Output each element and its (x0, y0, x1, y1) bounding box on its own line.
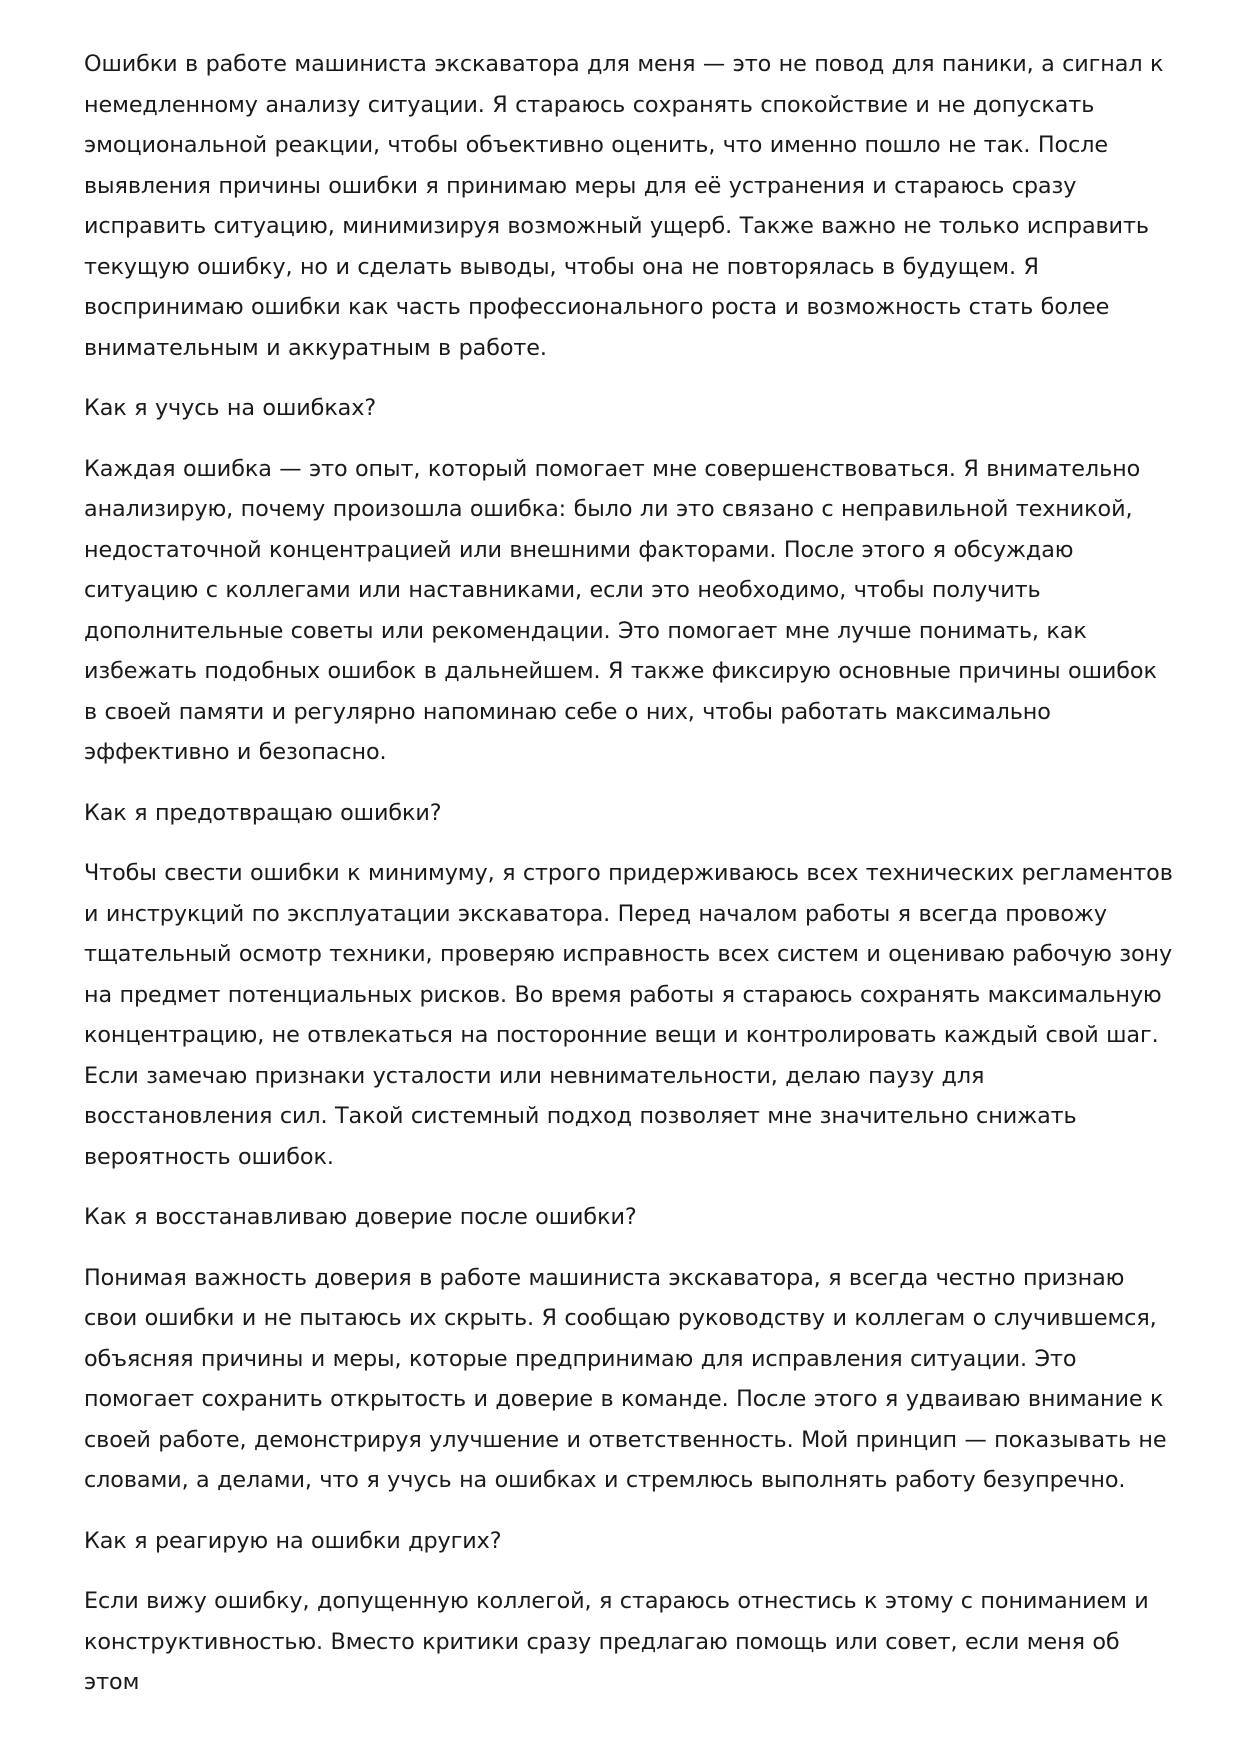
question-heading-prevention: Как я предотвращаю ошибки? (84, 799, 442, 826)
paragraph-trust: Понимая важность доверия в работе машиниста экскаватора, я всегда честно признаю свои ошибки и не пытаюсь их скрыть. Я сообщаю руководству и коллегам о случившемся, объясняя причины и меры, которые предпринимаю для исправления ситуации. Это помогает сохранить открытость и доверие в команде. После этого я удваиваю внимание к своей работе, демонстрируя улучшение и ответственность. Мой принцип — показывать не словами, а делами, что я учусь на ошибках и стремлюсь выполнять работу безупречно. (84, 1264, 1167, 1493)
question-heading-trust: Как я восстанавливаю доверие после ошибки? (84, 1204, 637, 1230)
paragraph-learning: Каждая ошибка — это опыт, который помогает мне совершенствоваться. Я внимательно анализирую, почему произошла ошибка: было ли это связано с неправильной техникой, недостаточной концентрацией или внешними факторами. После этого я обсуждаю ситуацию с коллегами или наставниками, если это необходимо, чтобы получить дополнительные советы или рекомендации. Это помогает мне лучше понимать, как избежать подобных ошибок в дальнейшем. Я также фиксирую основные причины ошибок в своей памяти и регулярно напоминаю себе о них, чтобы работать максимально эффективно и безопасно. (84, 455, 1157, 765)
paragraph-errors-intro: Ошибки в работе машиниста экскаватора для меня — это не повод для паники, а сигнал к немедленному анализу ситуации. Я стараюсь сохранять спокойствие и не допускать эмоциональной реакции, чтобы объективно оценить, что именно пошло не так. После выявления причины ошибки я принимаю меры для её устранения и стараюсь сразу исправить ситуацию, минимизируя возможный ущерб. Также важно не только исправить текущую ошибку, но и сделать выводы, чтобы она не повторялась в будущем. Я воспринимаю ошибки как часть профессионального роста и возможность стать более внимательным и аккуратным в работе. (84, 51, 1164, 361)
question-heading-learning: Как я учусь на ошибках? (84, 395, 377, 421)
paragraph-prevention: Чтобы свести ошибки к минимуму, я строго придерживаюсь всех технических регламентов и инструкций по эксплуатации экскаватора. Перед началом работы я всегда провожу тщательный осмотр техники, проверяю исправность всех систем и оцениваю рабочую зону на предмет потенциальных рисков. Во время работы я стараюсь сохранять максимальную концентрацию, не отвлекаться на посторонние вещи и контролировать каждый свой шаг. Если замечаю признаки усталости или невнимательности, делаю паузу для восстановления сил. Такой системный подход позволяет мне значительно снижать вероятность ошибок. (84, 860, 1173, 1170)
document-page (84, 44, 1174, 1723)
question-heading-others: Как я реагирую на ошибки других? (84, 1527, 502, 1554)
paragraph-others: Если вижу ошибку, допущенную коллегой, я стараюсь отнестись к этому с пониманием и конструктивностью. Вместо критики сразу предлагаю помощь или совет, если меня об этом (84, 1588, 1149, 1695)
